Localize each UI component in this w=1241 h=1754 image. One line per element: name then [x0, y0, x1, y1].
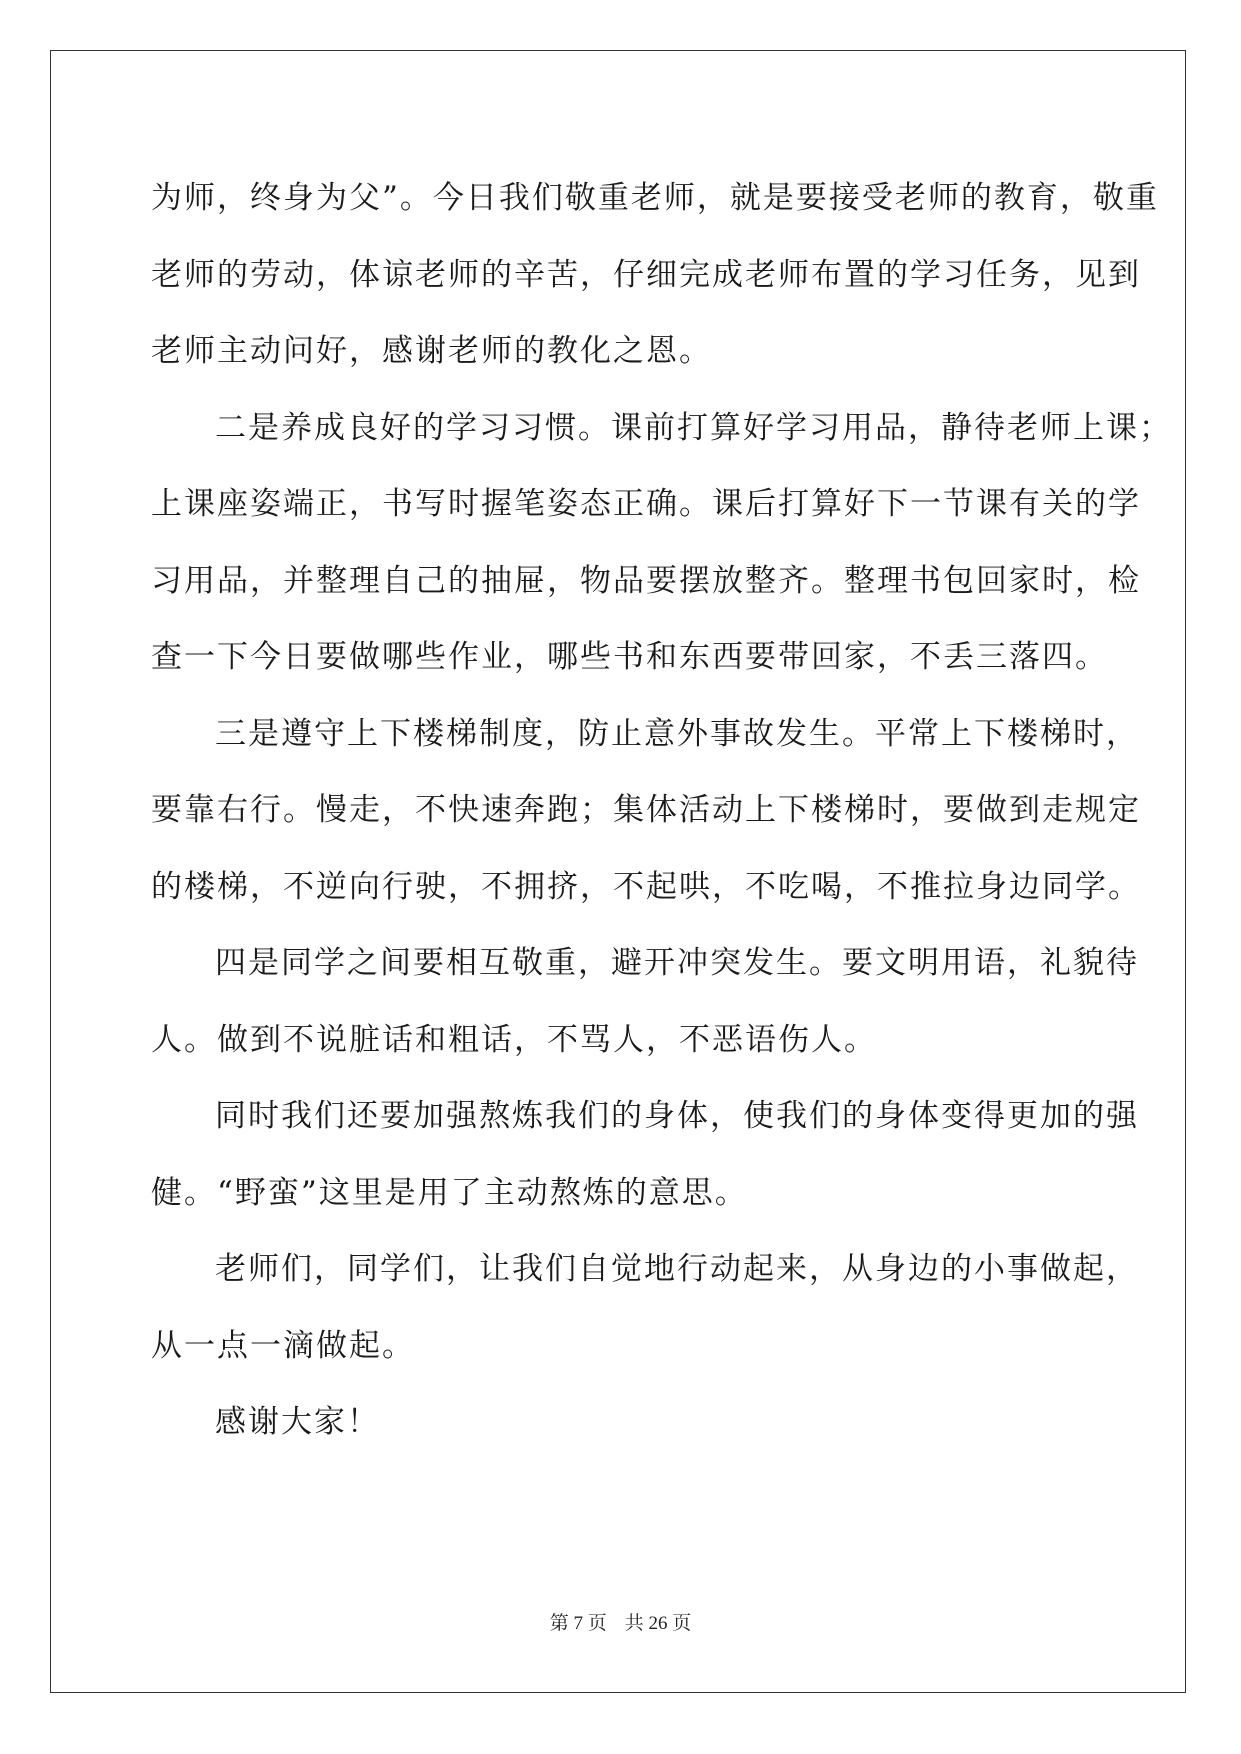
- text-line-15: 老师们，同学们，让我们自觉地行动起来，从身边的小事做起，: [215, 1251, 1139, 1287]
- text-line-16: 从一点一滴做起。: [151, 1327, 415, 1364]
- text-line-17: 感谢大家！: [215, 1404, 380, 1440]
- text-line-3: 老师主动问好，感谢老师的教化之恩。: [151, 333, 712, 369]
- page-total: 共 26 页: [624, 1613, 692, 1634]
- text-line-6: 习用品，并整理自己的抽屉，物品要摆放整齐。整理书包回家时，检: [151, 562, 1141, 599]
- text-line-12: 人。做到不说脏话和粗话，不骂人，不恶语伤人。: [151, 1021, 877, 1058]
- text-line-5: 上课座姿端正，书写时握笔姿态正确。课后打算好下一节课有关的学: [151, 486, 1141, 522]
- page-footer: [0, 1608, 1241, 1635]
- text-line-4: 二是养成良好的学习习惯。课前打算好学习用品，静待老师上课；: [215, 409, 1172, 446]
- text-line-7: 查一下今日要做哪些作业，哪些书和东西要带回家，不丢三落四。: [151, 639, 1108, 675]
- text-line-11: 四是同学之间要相互敬重，避开冲突发生。要文明用语，礼貌待: [215, 945, 1139, 981]
- text-line-1: 为师，终身为父”。今日我们敬重老师，就是要接受老师的教育，敬重: [151, 180, 1159, 216]
- document-body: [151, 160, 1172, 1461]
- text-line-2: 老师的劳动，体谅老师的辛苦，仔细完成老师布置的学习任务，见到: [151, 256, 1141, 293]
- text-line-8: 三是遵守上下楼梯制度，防止意外事故发生。平常上下楼梯时，: [215, 715, 1139, 752]
- page-number: 第 7 页: [549, 1613, 607, 1634]
- text-line-10: 的楼梯，不逆向行驶，不拥挤，不起哄，不吃喝，不推拉身边同学。: [151, 868, 1141, 905]
- text-line-9: 要靠右行。慢走，不快速奔跑；集体活动上下楼梯时，要做到走规定: [151, 792, 1141, 828]
- text-line-14: 健。“野蛮”这里是用了主动熬炼的意思。: [151, 1174, 748, 1211]
- text-line-13: 同时我们还要加强熬炼我们的身体，使我们的身体变得更加的强: [215, 1098, 1139, 1134]
